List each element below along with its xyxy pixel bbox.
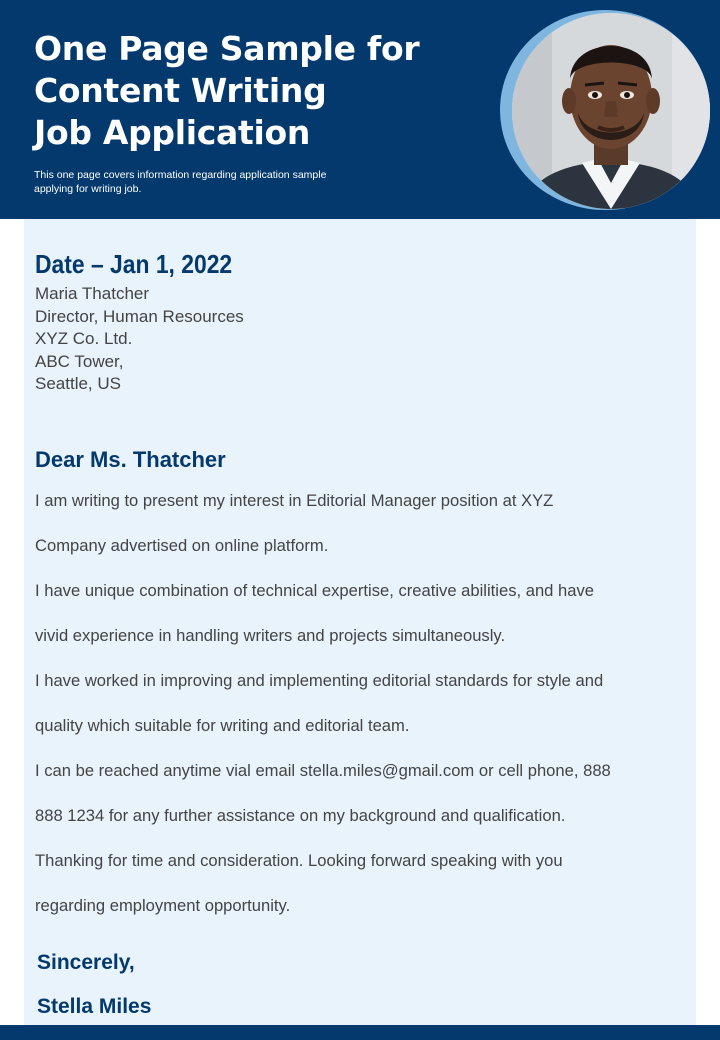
recipient-line: Director, Human Resources (35, 306, 244, 326)
portrait-illustration (512, 13, 710, 209)
title-line-1: One Page Sample for (34, 29, 420, 68)
title-line-2: Content Writing (34, 71, 327, 110)
body-line: Thanking for time and consideration. Looking forward speaking with you (35, 851, 563, 870)
salutation: Dear Ms. Thatcher (35, 447, 226, 472)
body-line: 888 1234 for any further assistance on my background and qualification. (35, 806, 566, 825)
recipient-line: ABC Tower, (35, 351, 124, 371)
title-line-3: Job Application (34, 113, 311, 152)
recipient-line: XYZ Co. Ltd. (35, 329, 133, 348)
page-title (34, 28, 494, 154)
signature-name: Stella Miles (37, 995, 152, 1018)
closing-word: Sincerely, (37, 951, 135, 974)
recipient-line: Seattle, US (35, 374, 121, 393)
body-line: quality which suitable for writing and editorial team. (35, 716, 410, 735)
body-line: I have unique combination of technical expertise, creative abilities, and have (35, 581, 594, 600)
subtitle-line-2: applying for writing job. (34, 183, 142, 195)
recipient-address (35, 283, 244, 396)
recipient-line: Maria Thatcher (35, 284, 150, 303)
body-line: regarding employment opportunity. (35, 896, 291, 915)
letter-body (35, 478, 695, 928)
body-line: vivid experience in handling writers and projects simultaneously. (35, 626, 506, 645)
body-line: I am writing to present my interest in Editorial Manager position at XYZ (35, 491, 554, 510)
letter-closing (37, 941, 151, 1029)
body-line: I have worked in improving and implementing editorial standards for style and (35, 671, 604, 690)
body-line: Company advertised on online platform. (35, 536, 329, 555)
page-subtitle (34, 168, 394, 196)
body-line: I can be reached anytime vial email stella.miles@gmail.com or cell phone, 888 (35, 761, 611, 780)
letter-date: Date – Jan 1, 2022 (35, 249, 233, 279)
subtitle-line-1: This one page covers information regarding application sample (34, 169, 327, 181)
profile-photo-icon (512, 13, 710, 209)
